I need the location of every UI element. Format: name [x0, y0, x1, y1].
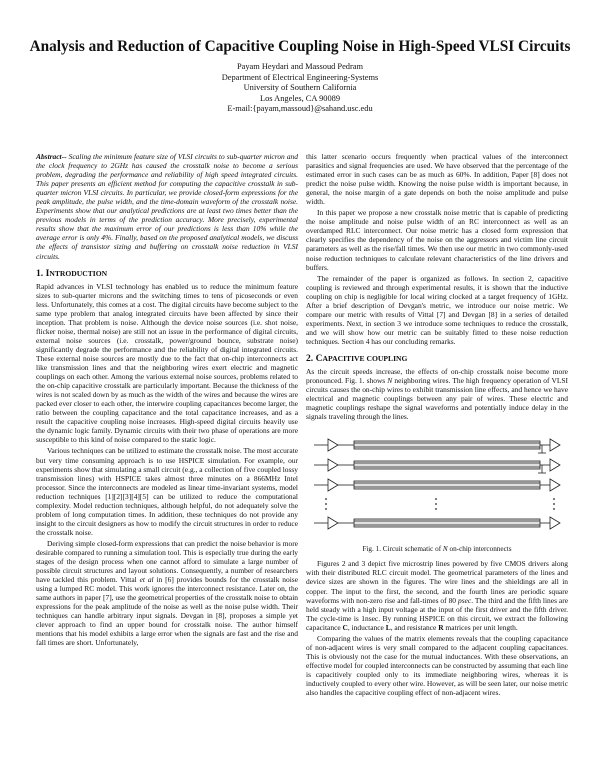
coupling-paragraph-1: As the circuit speeds increase, the effects of on-chip crosstalk noise become more pronounced. Fig. 1. shows N neighboring wires. The high frequency operation of VLSI circuits causes the on-chip wires to exhibit transmission line effects, and hence we have electrical and magnetic couplings between any pair of wires. These electric and magnetic couplings reshape the signal waveforms and potentially induce delay in the signals traveling through the lines.	[306, 367, 568, 422]
section-heading-capacitive-coupling: 2. CAPACITIVE COUPLING	[306, 352, 408, 364]
figure-1-caption: Fig. 1. Circuit schematic of N on-chip interconnects	[362, 545, 512, 554]
intro-paragraph-2: Various techniques can be utilized to estimate the crosstalk noise. The most accurate but very time consuming approach is to use HSPICE simulation. For example, our experiments show that simulating a small circuit (e.g., a collection of five coupled lossy transmission lines) with HSPICE takes almost three minutes on a 866MHz Intel processor. Since the interconnects are modeled as linear time-invariant systems, model reduction techniques [1][2][3][4][5] can be utilized to reduce the computational complexity. Model reduction techniques, although helpful, do not adequately solve the problem of long computation times. In addition, these techniques do not provide any insight to the circuit designers as how to modify the circuit structures in order to reduce the crosstalk noise.	[36, 446, 298, 537]
author-university: University of Southern California	[243, 83, 357, 93]
intro-paragraph-4: this latter scenario occurs frequently when practical values of the interconnect parasitics and signal frequencies are used. We have observed that the percentage of the estimated error in such cases can be as much as 60%. In addition, Paper [8] does not predict the noise pulse width. Knowing the noise pulse width is important because, in general, the noise margin of a gate depends on both the noise amplitude and pulse width.	[306, 152, 568, 207]
section-heading-introduction: 1. INTRODUCTION	[36, 267, 108, 279]
coupling-paragraph-3: Comparing the values of the matrix elements reveals that the coupling capacitance of non-adjacent wires is very small compared to the adjacent coupling capacitances. This is obviously not the case for the mutual inductances. With these observations, an effective model for coupled interconnects can be constructed by assuming that each line is capacitively coupled only to its immediate neighboring wires, whereas it is inductively coupled to every other wire. However, as will be seen later, our noise metric also handles the capacitive coupling effect of non-adjacent wires.	[306, 633, 568, 698]
author-names: Payam Heydari and Massoud Pedram	[236, 62, 364, 71]
coupling-paragraph-2: Figures 2 and 3 depict five microstrip lines powered by five CMOS drivers along with their distributed RLC circuit model. The geometrical parameters of the lines and device sizes are shown in the figures. The wire lines and the shieldings are all in copper. The input to the first, the second, and the fourth lines are periodic square waveforms with non-zero rise and fall-times of 80 psec. The third and the fifth lines are held steady with a high input voltage at the input of the first driver and the fifth driver. The cycle-time is 1nsec. By running HSPICE on this circuit, we extract the following capacitance C, inductance L, and resistance R matrices per unit length.	[306, 559, 569, 632]
abstract-label: Abstract--	[36, 152, 67, 161]
abstract	[36, 152, 298, 261]
intro-paragraph-1: Rapid advances in VLSI technology has enabled us to reduce the minimum feature sizes to sub-quarter microns and the switching times to tens of picoseconds or even less. Unfortunately, this comes at a cost. The digital circuits have become subject to the same type problem that analog integrated circuits have been affected by since their inception. That problem is noise. Although the device noise sources (i.e. shot noise, flicker noise, thermal noise) are still not an issue in the performance of digital circuits, external noise sources (i.e. crosstalk, power/ground bounce, substrate noise) significantly degrade the performance and the reliability of digital integrated circuits. These external noise sources are mostly due to the fact that on-chip interconnects act like transmission lines and that the neighboring wires exert electric and magnetic couplings on each other. Among the various external noise sources, problems related to the on-chip capacitive crosstalk are particularly important. Because the thickness of the wires is not scaled down by as much as the width of the wires and because the wires are packed ever closer to each other, the interwire coupling capacitances become larger, the ratio between the coupling capacitance and the total capacitance increases, and as a result the capacitive coupling noise increases. High-speed digital circuits heavily use the dynamic logic family. Dynamic circuits with their two phase of operations are more susceptible to this kind of noise compared to the static logic.	[36, 281, 298, 445]
right-column	[306, 152, 568, 697]
left-column	[36, 152, 298, 647]
intro-paragraph-6: The remainder of the paper is organized as follows. In section 2, capacitive coupling is reviewed and through experimental results, it is shown that the inductive coupling on chip is negligible for local wiring clocked at a target frequency of 1GHz. After a brief description of Devgan's metric, we introduce our noise metric. We compare our metric with results of Vittal [7] and Devgan [8] in a series of detailed experiments. Next, in section 3 we introduce some techniques to reduce the crosstalk, and we will show how our metric can be suitably fitted to these noise reduction techniques. Section 4 has our concluding remarks.	[306, 273, 568, 346]
interconnect-schematic-drawing	[306, 425, 568, 543]
author-department: Department of Electrical Engineering-Systems	[221, 72, 379, 82]
author-block	[0, 62, 600, 115]
author-city: Los Angeles, CA 90089	[259, 93, 341, 103]
paper-title: Analysis and Reduction of Capacitive Coupling Noise in High-Speed VLSI Circuits	[29, 38, 571, 55]
figure-1-schematic	[306, 425, 568, 543]
author-email: E-mail:{payam,massoud}@sahand.usc.edu	[227, 104, 373, 114]
abstract-text: Scaling the minimum feature size of VLSI circuits to sub-quarter micron and the clock frequency to 2GHz has caused the crosstalk noise to become a serious problem, degrading the performance and reliability of high speed integrated circuits. This paper presents an efficient method for computing the capacitive crosstalk in sub-quarter micron VLSI circuits. In particular, we provide closed-form expressions for the peak amplitude, the pulse width, and the time-domain waveform of the crosstalk noise. Experiments show that our analytical predictions are at least two times better than the previous models in terms of the prediction accuracy. More precisely, experimental results show that the maximum error of our predictions is less than 10% while the average error is only 4%. Finally, based on the proposed analytical models, we discuss the effects of transistor sizing and buffering on crosstalk noise reduction in VLSI circuits.	[36, 152, 298, 261]
intro-paragraph-5: In this paper we propose a new crosstalk noise metric that is capable of predicting the noise amplitude and noise pulse width of an RC interconnect as well as an overdamped RLC interconnect. Our noise metric has a closed form expression that clearly specifies the dependency of the noise on the aggressors and victim line circuit parameters as well as the rise/fall times. We then use our metric in two commonly-used noise reduction techniques to calculate relevant characteristics of the line drivers and buffers.	[306, 208, 568, 272]
intro-paragraph-3: Deriving simple closed-form expressions that can predict the noise behavior is more desirable compared to running a simulation tool. This is especially true during the early stages of the design process when one cannot afford to simulate a large number of possible circuit structures and layout solutions. Consequently, a number of researchers have tackled this problem. Vittal et al in [6] provides bounds for the crosstalk noise using a lumped RC model. This work ignores the interconnect resistance. Later on, the same authors in paper [7], use the geometrical properties of the crosstalk noise to obtain expressions for the peak amplitude of the noise as well as the noise pulse width. Their techniques can handle arbitrary input signals. Devgan in [8], proposes a simple yet clever approach to find an upper bound for crosstalk noise. The author himself mentions that his model exhibits a large error when the signals are fast and the rise and fall times are short. Unfortunately,	[36, 538, 298, 648]
